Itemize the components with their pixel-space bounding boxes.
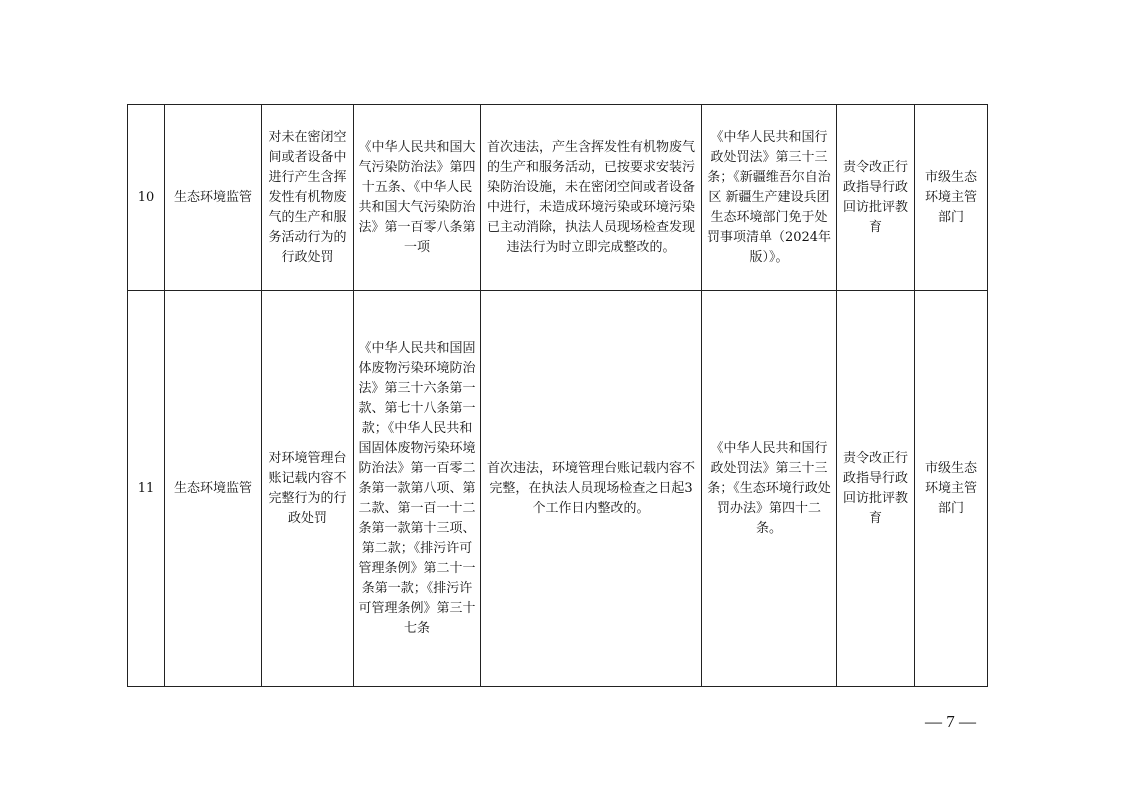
row-number: 10: [128, 105, 165, 291]
matter-cell: 对未在密闭空间或者设备中进行产生含挥发性有机物废气的生产和服务活动行为的行政处罚: [262, 105, 354, 291]
row-number: 11: [128, 291, 165, 687]
table-row: [128, 105, 988, 291]
department-cell: 市级生态环境主管部门: [915, 291, 988, 687]
condition-cell: 首次违法，环境管理台账记载内容不完整，在执法人员现场检查之日起3个工作日内整改的。: [481, 291, 702, 687]
legal-basis-cell: 《中华人民共和国固体废物污染环境防治法》第三十六条第一款、第七十八条第一款；《中华人民共和国固体废物污染环境防治法》第一百零二条第一款第八项、第二款、第一百一十二条第一款第十三项、第二款；《排污许可管理条例》第二十一条第一款；《排污许可管理条例》第三十七条: [354, 291, 481, 687]
table-row: [128, 291, 988, 687]
measures-cell: 责令改正行政指导行政回访批评教育: [837, 105, 915, 291]
department-cell: 市级生态环境主管部门: [915, 105, 988, 291]
exemption-basis-cell: 《中华人民共和国行政处罚法》第三十三条；《生态环境行政处罚办法》第四十二条。: [702, 291, 837, 687]
category-cell: 生态环境监管: [165, 105, 262, 291]
legal-basis-cell: 《中华人民共和国大气污染防治法》第四十五条、《中华人民共和国大气污染防治法》第一百零八条第一项: [354, 105, 481, 291]
category-cell: 生态环境监管: [165, 291, 262, 687]
exemption-basis-cell: 《中华人民共和国行政处罚法》第三十三条；《新疆维吾尔自治区 新疆生产建设兵团生态环境部门免于处罚事项清单（2024年版）》。: [702, 105, 837, 291]
measures-cell: 责令改正行政指导行政回访批评教育: [837, 291, 915, 687]
penalty-exemption-table: [127, 104, 988, 687]
matter-cell: 对环境管理台账记载内容不完整行为的行政处罚: [262, 291, 354, 687]
page-number: — 7 —: [925, 712, 976, 731]
condition-cell: 首次违法，产生含挥发性有机物废气的生产和服务活动，已按要求安装污染防治设施，未在密闭空间或者设备中进行，未造成环境污染或环境污染已主动消除，执法人员现场检查发现违法行为时立即完成整改的。: [481, 105, 702, 291]
